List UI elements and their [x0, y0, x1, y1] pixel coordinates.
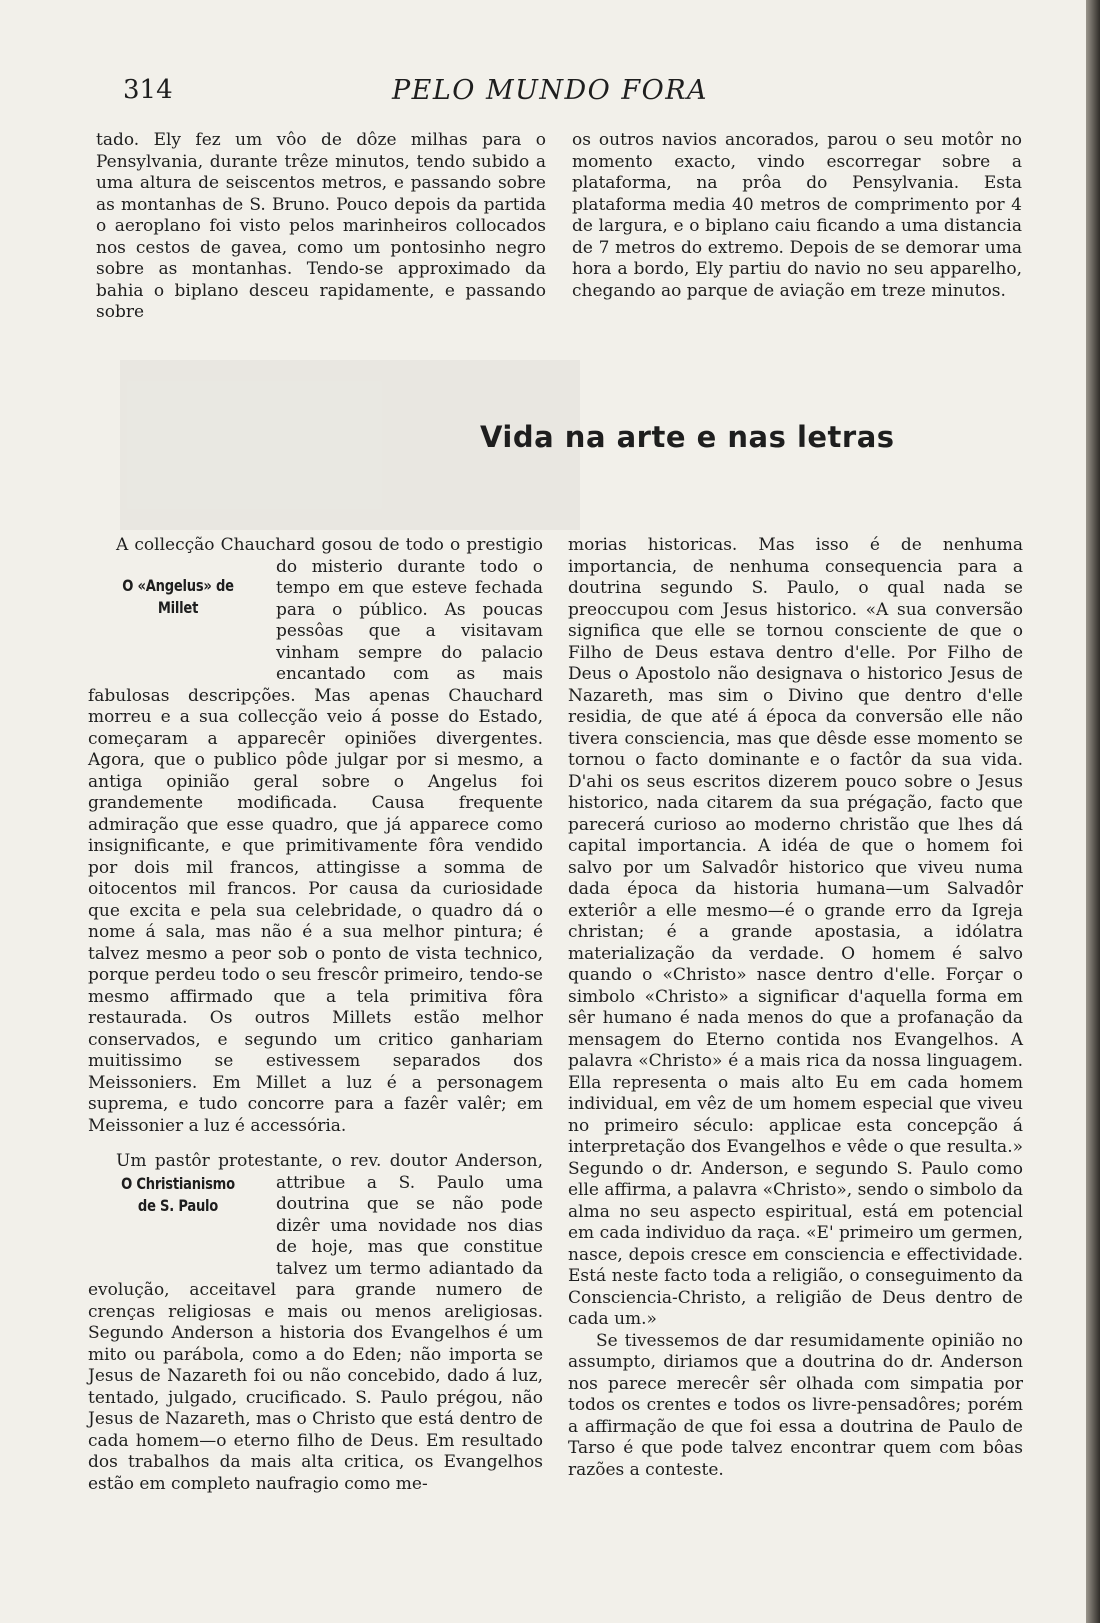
right-column-para1: morias historicas. Mas isso é de nenhuma importancia, de nenhuma consequencia para a doutrina segundo S. Paulo, o qual nada se preoccupou com Jesus historico. «A sua conversão significa que elle se tornou consciente de que o Filho de Deus estava dentro d'elle. Por Filho de Deus o Apostolo não designava o historico Jesus de Nazareth, mas sim o Divino que dentro d'elle residia, de que até á época da conversão elle não tivera consciencia, mas que dêsde esse momento se tornou o facto dominante e o factôr da sua vida. D'ahi os seus escritos dizerem pouco sobre o Jesus historico, nada citarem da sua prégação, facto que parecerá curioso ao moderno christão que lhes dá capital importancia. A idéa de que o homem foi salvo por um Salvadôr historico que viveu numa dada época da historia humana—um Salvadôr exteriôr a elle mesmo—é o grande erro da Igreja christan; é a grande apostasia, a idólatra materialização da verdade. O homem é salvo quando o «Christo» nasce dentro d'elle. Forçar o simbolo «Christo» a significar d'aquella forma em sêr humano é nada menos do que a profanação da mensagem do Eterno contida nos Evangelhos. A palavra «Christo» é a mais rica da nossa linguagem. Ella representa o mais alto Eu em cada homem individual, em vêz de um homem especial que viveu no primeiro século: applicae esta concepção á interpretação dos Evangelhos e vêde o que resulta.» Segundo o dr. Anderson, e segundo S. Paulo como elle affirma, a palavra «Christo», sendo o simbolo da alma no seu aspecto espiritual, está em potencial em cada individuo da raça. «E' primeiro um germen, nasce, depois cresce em consciencia e effectividade. Está neste facto toda a religião, o conseguimento da Consciencia-Christo, a religião de Deus dentro de cada um.» [568, 535, 1023, 1329]
book-spine-edge [1086, 0, 1100, 1623]
paulo-heading [104, 1173, 252, 1265]
left-article-column [88, 535, 543, 1495]
right-article-column [568, 535, 1023, 1481]
top-article-left-text: tado. Ely fez um vôo de dôze milhas para o Pensylvania, durante trêze minutos, tendo subido a uma altura de seiscentos metros, e passando sobre as montanhas de S. Bruno. Pouco depois da partida o aeroplano foi visto pelos marinheiros collocados nos cestos de gavea, como um pontosinho negro sobre as montanhas. Tendo-se approximado da bahia o biplano desceu rapidamente, e passando sobre [96, 130, 546, 322]
page-number: 314 [123, 75, 173, 105]
angelus-body: A collecção Chauchard gosou de todo o prestigio do misterio durante todo o tempo em que esteve fechada para o público. As poucas pessôas que a visitavam vinham sempre do palacio encantado com as mais fabulosas descripções. Mas apenas Chauchard morreu e a sua collecção veio á posse do Estado, começaram a apparecêr opiniões divergentes. Agora, que o publico pôde julgar por si mesmo, a antiga opinião geral sobre o Angelus foi grandemente modificada. Causa frequente admiração que esse quadro, que já apparece como insignificante, e que primitivamente fôra vendido por dois mil francos, attingisse a somma de oitocentos mil francos. Por causa da curiosidade que excita e pela sua celebridade, o quadro dá o nome á sala, mas não é a sua melhor pintura; é talvez mesmo a peor sob o ponto de vista technico, porque perdeu todo o seu frescôr primeiro, tendo-se mesmo affirmado que a tela primitiva fôra restaurada. Os outros Millets estão melhor conservados, e segundo um critico ganhariam muitissimo se estivessem separados dos Meissoniers. Em Millet a luz é a personagem suprema, e tudo concorre para a fazêr valêr; em Meissonier a luz é accessória. [88, 535, 543, 1136]
paulo-heading-line2: de S. Paulo [137, 1196, 219, 1215]
right-column-para2: Se tivessemos de dar resumidamente opinião no assumpto, diriamos que a doutrina do dr. Anderson nos parece merecêr sêr olhada com simpatia por todos os crentes e todos os livre-pensadôres; porém a affirmação de que foi essa a doutrina de Paulo de Tarso é que pode talvez encontrar quem com bôas razões a conteste. [568, 1330, 1023, 1480]
paulo-heading-line1: O Christianismo [121, 1174, 235, 1193]
angelus-heading: O «Angelus» de Millet [122, 576, 234, 617]
top-article-right-text: os outros navios ancorados, parou o seu motôr no momento exacto, vindo escorregar sobre a plataforma, na prôa do Pensylvania. Esta plataforma media 40 metros de comprimento por 4 de largura, e o biplano caiu ficando a uma distancia de 7 metros do extremo. Depois de se demorar uma hora a bordo, Ely partiu do navio no seu apparelho, chegando ao parque de aviação em treze minutos. [572, 130, 1022, 301]
top-article-right-column [572, 130, 1022, 302]
running-title: PELO MUNDO FORA [391, 75, 709, 106]
section-title: Vida na arte e nas letras [480, 420, 895, 454]
paulo-body: Um pastôr protestante, o rev. doutor Anderson, attribue a S. Paulo uma doutrina que se não pode dizêr uma novidade nos dias de hoje, mas que constitue talvez um termo adiantado da evolução, acceitavel para grande numero de crenças religiosas e mais ou menos areligiosas. Segundo Anderson a historia dos Evangelhos é um mito ou parábola, como a do Eden; não importa se Jesus de Nazareth foi ou não concebido, dado á luz, tentado, julgado, crucificado. S. Paulo prégou, não Jesus de Nazareth, mas o Christo que está dentro de cada homem—o eterno filho de Deus. Em resultado dos trabalhos da mais alta critica, os Evangelhos estão em completo naufragio como me- [88, 1151, 543, 1494]
top-article-left-column [96, 130, 546, 324]
